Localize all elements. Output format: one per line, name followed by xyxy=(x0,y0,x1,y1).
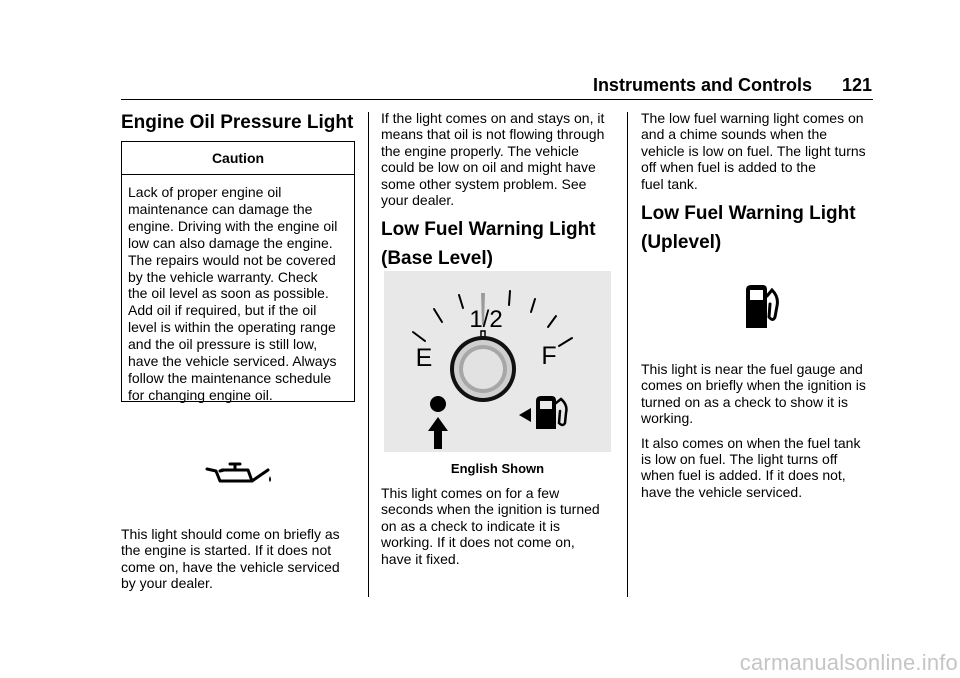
text-line: come on, have the vehicle serviced xyxy=(121,558,340,575)
caution-line: follow the maintenance schedule xyxy=(128,369,332,386)
oil-can-icon xyxy=(204,461,274,485)
section-heading: (Uplevel) xyxy=(641,232,722,253)
caution-line: for changing engine oil. xyxy=(128,386,273,403)
fuel-pump-icon xyxy=(744,284,780,329)
gauge-empty-label: E xyxy=(415,344,433,372)
text-line: and a chime sounds when the xyxy=(641,126,828,143)
text-line: comes on briefly when the ignition is xyxy=(641,377,866,394)
text-line: turned on as a check to show it is xyxy=(641,393,848,410)
caution-line: level is within the operating range xyxy=(128,319,336,336)
caution-line: maintenance can damage the xyxy=(128,200,313,217)
low-fuel-base-heading xyxy=(381,217,621,272)
caution-body xyxy=(122,175,354,404)
figure-caption: English Shown xyxy=(450,461,545,476)
page-header xyxy=(593,75,872,96)
indicator-dot xyxy=(430,396,446,412)
caution-title: Caution xyxy=(122,142,354,175)
caution-box xyxy=(121,141,355,402)
text-line: your dealer. xyxy=(381,192,455,209)
text-line: It also comes on when the fuel tank xyxy=(641,434,861,451)
column-3 xyxy=(641,110,877,200)
base-fuel-body-text xyxy=(381,485,621,575)
header-rule xyxy=(121,99,873,100)
caution-line: by the vehicle warranty. Check xyxy=(128,268,318,285)
caution-line: the oil level as soon as possible. xyxy=(128,285,329,302)
text-line: the engine properly. The vehicle xyxy=(381,142,579,159)
column-2 xyxy=(381,110,617,216)
page-number: 121 xyxy=(841,75,872,95)
text-line: vehicle is low on fuel. The light turns xyxy=(641,142,866,159)
text-line: The low fuel warning light comes on xyxy=(641,110,864,126)
caution-line: and the oil pressure is still low, xyxy=(128,336,318,353)
text-line: have it fixed. xyxy=(381,550,460,567)
text-line: could be low on oil and might have xyxy=(381,159,596,176)
fuel-gauge-illustration xyxy=(384,271,611,452)
text-line: means that oil is not flowing through xyxy=(381,126,605,143)
column-divider xyxy=(368,112,369,597)
caution-line: have the vehicle serviced. Always xyxy=(128,353,337,370)
text-line: on as a check to indicate it is xyxy=(381,517,560,534)
text-line: working. If it does not come on, xyxy=(381,534,575,551)
uplevel-fuel-body-text xyxy=(641,361,881,508)
section-heading: Low Fuel Warning Light xyxy=(381,219,596,240)
text-line: some other system problem. See xyxy=(381,175,587,192)
section-heading: Engine Oil Pressure Light xyxy=(121,112,354,133)
section-heading: Low Fuel Warning Light xyxy=(641,203,856,224)
text-line: by your dealer. xyxy=(121,575,213,592)
low-fuel-uplevel-heading xyxy=(641,201,877,256)
text-line: the engine is started. If it does not xyxy=(121,542,332,559)
column-1 xyxy=(121,110,357,136)
text-line: fuel tank. xyxy=(641,175,698,192)
text-line: This light is near the fuel gauge and xyxy=(641,361,863,377)
text-line: off when fuel is added to the xyxy=(641,159,816,176)
column-divider xyxy=(627,112,628,597)
text-line: This light comes on for a few xyxy=(381,485,560,501)
caution-line: engine. Driving with the engine oil xyxy=(128,217,338,234)
section-heading: (Base Level) xyxy=(381,248,493,269)
caution-line: The repairs would not be covered xyxy=(128,251,336,268)
caution-line: Add oil if required, but if the oil xyxy=(128,302,317,319)
caution-line: Lack of proper engine oil xyxy=(128,184,282,200)
text-line: This light should come on briefly as xyxy=(121,526,340,542)
watermark: carmanualsonline.info xyxy=(739,650,958,675)
gauge-full-label: F xyxy=(541,342,557,370)
text-line: If the light comes on and stays on, it xyxy=(381,110,605,126)
text-line: seconds when the ignition is turned xyxy=(381,501,600,518)
text-line: is low on fuel. The light turns off xyxy=(641,451,838,468)
text-line: have the vehicle serviced. xyxy=(641,483,803,500)
section-title: Instruments and Controls xyxy=(592,75,812,95)
text-line: working. xyxy=(641,410,694,427)
caution-line: low can also damage the engine. xyxy=(128,234,333,251)
oil-body-text xyxy=(121,526,361,600)
text-line: when fuel is added. If it does not, xyxy=(641,467,846,484)
gauge-half-label: 1/2 xyxy=(469,306,503,333)
